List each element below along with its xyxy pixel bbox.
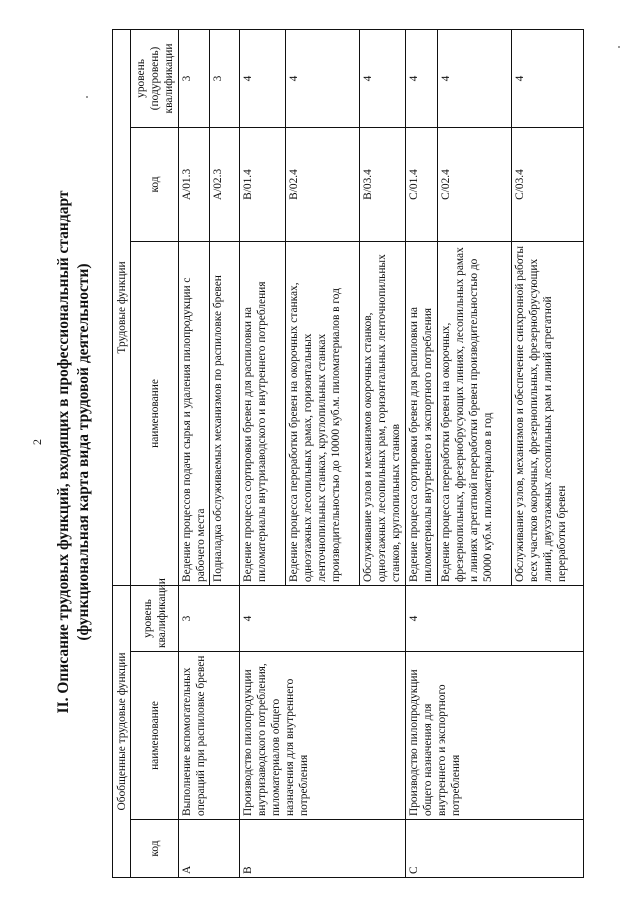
gen-code-b: B [240, 820, 406, 878]
col-fcode-header: код [131, 127, 179, 241]
col-fname-header: наименование [131, 241, 179, 585]
section-heading [54, 142, 94, 762]
heading-line-1: II. Описание трудовых функций, входящих в профессиональный стандарт [55, 190, 72, 714]
func-level: 4 [512, 29, 584, 127]
page-number: 2 [30, 439, 44, 445]
func-name: Обслуживание узлов, механизмов и обеспечение синхронной работы всех участков окорочных, фрезернопильных, фрезернобрусующих линий, двухэтажных лесопильных рам и линий агрегатной переработки бревен [512, 241, 584, 585]
func-code: B/02.4 [286, 127, 360, 241]
table-row [179, 29, 210, 877]
gen-name-b: Производство пилопродукции внутризаводского потребления, пиломатериалов общего назначения для внутреннего потребления [240, 652, 406, 820]
func-code: B/01.4 [240, 127, 286, 241]
table-row [406, 29, 438, 877]
func-level: 4 [438, 29, 512, 127]
func-name: Ведение процесса переработки бревен на окорочных станках, одноэтажных лесопильных рамах, горизонтальных ленточнопильных станках, круглопильных станках производительностью до 10000 куб.м. пиломатериалов в год [286, 241, 360, 585]
func-name: Ведение процесса переработки бревен на окорочных, фрезернопильных, фрезернобрусующих линиях, лесопильных рамах и линиях агрегатной переработки бревен производительностью до 50000 куб.м. пиломатериалов в год [438, 241, 512, 585]
func-code: C/01.4 [406, 127, 438, 241]
col-level-header: уровень квалификации [131, 585, 179, 651]
group-generalized-header: Обобщенные трудовые функции [113, 585, 131, 877]
gen-code-c: C [406, 820, 584, 878]
col-name-header: наименование [131, 652, 179, 820]
func-name: Ведение процессов подачи сырья и удаления пилопродукции с рабочего места [179, 241, 210, 585]
func-name: Ведение процесса сортировки бревен для распиловки на пиломатериалы внутризаводского и внутреннего потребления [240, 241, 286, 585]
func-level: 4 [286, 29, 360, 127]
gen-level-c: 4 [406, 585, 584, 651]
func-level: 3 [210, 29, 240, 127]
func-code: A/01.3 [179, 127, 210, 241]
gen-level-b: 4 [240, 585, 406, 651]
func-code: C/02.4 [438, 127, 512, 241]
scan-speck [86, 96, 88, 98]
table-row [240, 29, 286, 877]
gen-name-a: Выполнение вспомогательных операций при распиловке бревен [179, 652, 240, 820]
func-code: B/03.4 [360, 127, 406, 241]
func-level: 4 [240, 29, 286, 127]
functional-map-table [112, 29, 584, 878]
col-code-header: код [131, 820, 179, 878]
heading-line-2: (функциональная карта вида трудовой деятельности) [75, 263, 92, 641]
func-level: 3 [179, 29, 210, 127]
func-code: A/02.3 [210, 127, 240, 241]
group-functions-header: Трудовые функции [113, 29, 131, 585]
col-flevel-header: уровень (подуровень) квалификации [131, 29, 179, 127]
func-name: Подналадка обслуживаемых механизмов по распиловке бревен [210, 241, 240, 585]
functional-map-table-container [112, 30, 620, 878]
gen-level-a: 3 [179, 585, 240, 651]
gen-code-a: A [179, 820, 240, 878]
func-code: C/03.4 [512, 127, 584, 241]
func-level: 4 [406, 29, 438, 127]
gen-name-c: Производство пилопродукции общего назначения для внутреннего и экспортного потребления [406, 652, 584, 820]
func-name: Обслуживание узлов и механизмов окорочных станков, одноэтажных лесопильных рам, горизонтальных ленточнопильных станков, круглопильных станков [360, 241, 406, 585]
func-name: Ведение процесса сортировки бревен для распиловки на пиломатериалы внутреннего и экспортного потребления [406, 241, 438, 585]
func-level: 4 [360, 29, 406, 127]
